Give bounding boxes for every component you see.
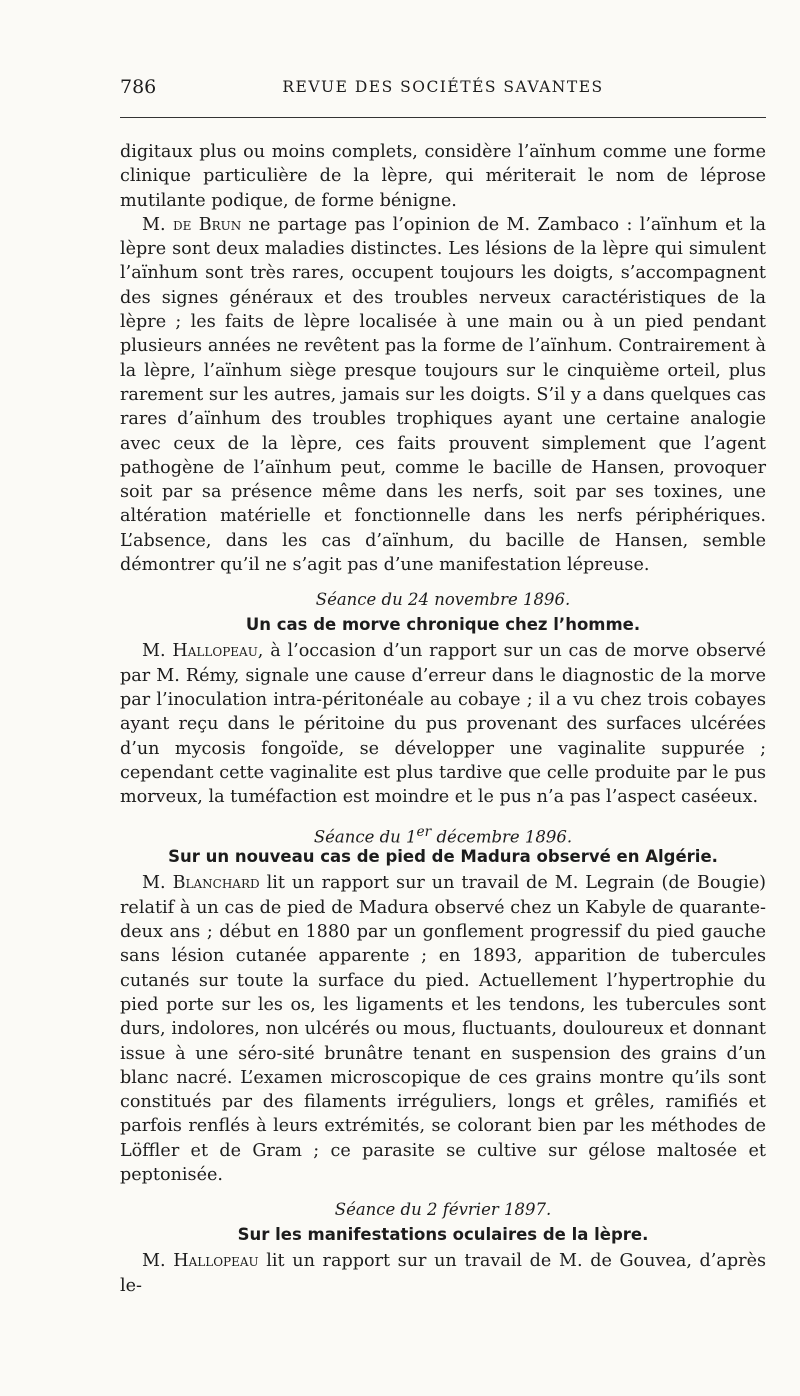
body-text	[120, 140, 766, 1298]
paragraph-continuation	[120, 140, 766, 213]
page-header	[120, 76, 766, 108]
session-date	[120, 819, 766, 845]
running-title: REVUE DES SOCIÉTÉS SAVANTES	[282, 78, 604, 96]
speaker-name: de Brun	[172, 214, 242, 235]
paragraph-blanchard	[120, 871, 766, 1187]
session-date-text: Séance du 1	[313, 827, 417, 847]
honorific: M.	[142, 214, 166, 235]
session-date-superscript: er	[416, 824, 432, 841]
page-number: 786	[120, 76, 157, 98]
paragraph-text: à l’occasion d’un rapport sur un cas de morve observé par M. Rémy, signale une cause d’erreur dans le diagnostic de la morve par l’inoculation intra-péritonéale au cobaye ; il a vu chez trois cobayes ayant reçu dans le péritoine du pus provenant des surfaces ulcérées d’un mycosis fongoïde, se développer une vaginalite suppurée ; cependant cette vaginalite est plus tardive que celle produite par le pus morveux, la tuméfaction est moindre et le pus n’a pas l’aspect caséeux.	[120, 641, 767, 808]
paragraph-de-brun	[120, 213, 766, 577]
speaker-name: Blanchard	[172, 873, 260, 894]
section-title: Sur un nouveau cas de pied de Madura observé en Algérie.	[168, 847, 718, 867]
section-title: Un cas de morve chronique chez l’homme.	[245, 615, 641, 635]
speaker-name: Hallopeau	[173, 1251, 259, 1272]
honorific: M.	[142, 1251, 166, 1272]
paragraph-text: lit un rapport sur un travail de M. de Gouvea, d’après le-	[120, 1251, 767, 1296]
honorific: M.	[142, 641, 166, 662]
paragraph-hallopeau-lepre	[120, 1249, 766, 1298]
paragraph-text: ne partage pas l’opinion de M. Zambaco : l’aïnhum et la lèpre sont deux maladies distinctes. Les lésions de la lèpre qui simulent l’aïnhum sont très rares, occupent toujours les doigts, s’accompagnent des signes généraux et des troubles nerveux caractéristiques de la lèpre ; les faits de lèpre localisée à une main ou à un pied pendant plusieurs années ne revêtent pas la forme de l’aïnhum. Contrairement à la lèpre, l’aïnhum siège presque toujours sur le cinquième orteil, plus rarement sur les autres, jamais sur les doigts. S’il y a dans quelques cas rares d’aïnhum des troubles trophiques ayant une certaine analogie avec ceux de la lèpre, ces faits prouvent simplement que l’agent pathogène de l’aïnhum peut, comme le bacille de Hansen, provoquer soit par sa présence même dans les nerfs, soit par ses toxines, une altération matérielle et fonctionnelle dans les nerfs périphériques. L’absence, dans les cas d’aïnhum, du bacille de Hansen, semble démontrer qu’il ne s’agit pas d’une manifestation lépreuse.	[120, 214, 767, 576]
honorific: M.	[142, 873, 166, 894]
session-date-text: décembre 1896.	[431, 827, 573, 847]
paragraph-text: digitaux plus ou moins complets, considère l’aïnhum comme une forme clinique particulière de la lèpre, qui mériterait le nom de léprose mutilante podique, de forme bénigne.	[120, 142, 766, 211]
paragraph-hallopeau-morve	[120, 639, 766, 809]
paragraph-text: lit un rapport sur un travail de M. Legrain (de Bougie) relatif à un cas de pied de Madura observé chez un Kabyle de quarante-deux ans ; début en 1880 par un gonflement progressif du pied gauche sans lésion cutanée apparente ; en 1893, apparition de tubercules cutanés sur toute la surface du pied. Actuellement l’hypertrophie du pied porte sur les os, les ligaments et les tendons, les tubercules sont durs, indolores, non ulcérés ou mous, fluctuants, douloureux et donnant issue à une séro-sité brunâtre tenant en suspension des grains d’un blanc nacré. L’examen microscopique de ces grains montre qu’ils sont constitués par des filaments irréguliers, longs et grêles, ramifiés et parfois renflés à leurs extrémités, se colorant bien par les méthodes de Löffler et de Gram ; ce parasite se cultive sur gélose maltosée et peptonisée.	[120, 873, 767, 1185]
session-date: Séance du 24 novembre 1896.	[315, 590, 571, 610]
speaker-name: Hallopeau,	[172, 641, 264, 662]
session-date: Séance du 2 février 1897.	[334, 1200, 552, 1220]
header-rule	[120, 117, 766, 118]
section-title: Sur les manifestations oculaires de la lèpre.	[237, 1225, 649, 1245]
